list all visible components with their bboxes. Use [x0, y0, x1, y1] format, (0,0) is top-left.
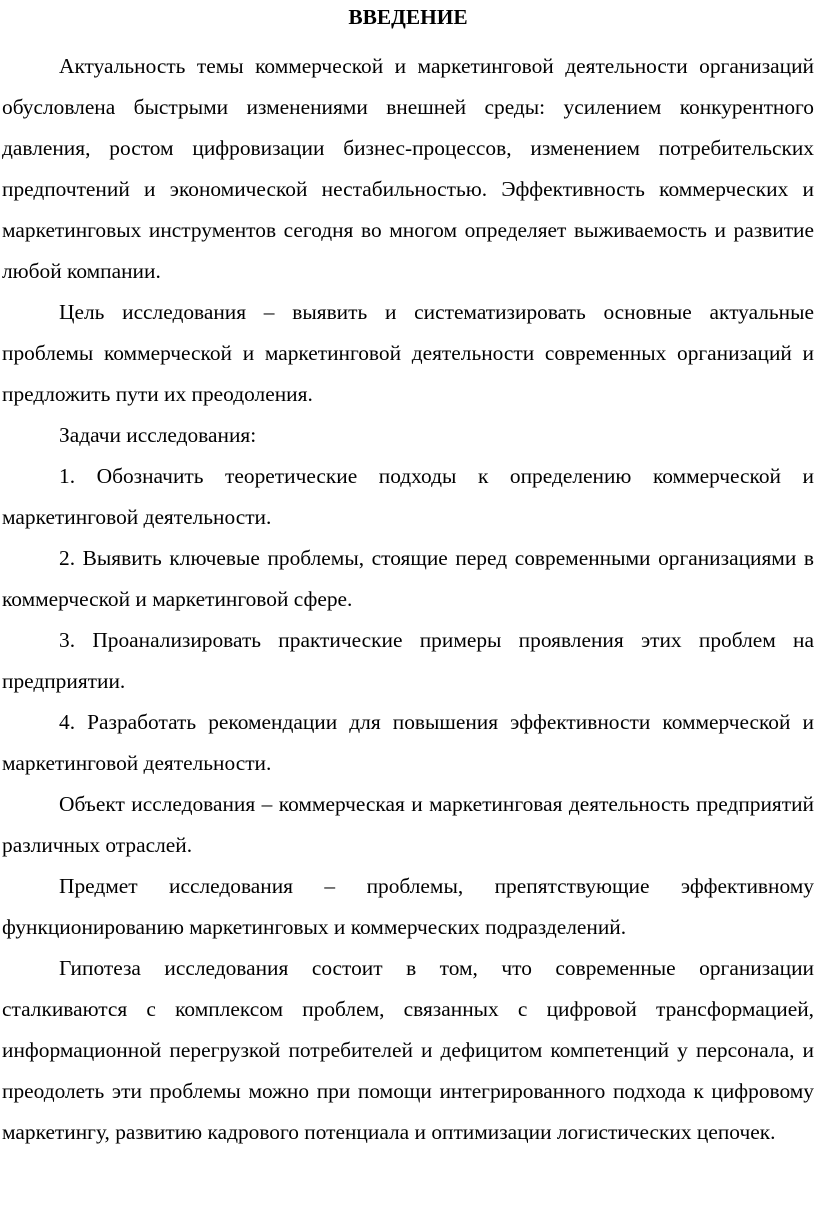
task-item-3: [2, 620, 814, 702]
task-text: Разработать рекомендации для повышения эффективности коммерческой и маркетинговой деятельности.: [2, 710, 814, 775]
paragraph-relevance: Актуальность темы коммерческой и маркетинговой деятельности организаций обусловлена быстрыми изменениями внешней среды: усилением конкурентного давления, ростом цифровизации бизнес-процессов, изменением потребительских предпочтений и экономической нестабильностью. Эффективность коммерческих и маркетинговых инструментов сегодня во многом определяет выживаемость и развитие любой компании.: [2, 54, 814, 283]
task-item-4: [2, 702, 814, 784]
document-title: ВВЕДЕНИЕ: [348, 5, 468, 29]
task-number: 3.: [59, 628, 76, 652]
paragraph-object: Объект исследования – коммерческая и маркетинговая деятельность предприятий различных отраслей.: [2, 792, 814, 857]
paragraph-goal: Цель исследования – выявить и систематизировать основные актуальные проблемы коммерческой и маркетинговой деятельности современных организаций и предложить пути их преодоления.: [2, 300, 814, 406]
task-item-1: [2, 456, 814, 538]
paragraph-tasks-heading: Задачи исследования:: [59, 423, 257, 447]
task-text: Обозначить теоретические подходы к определению коммерческой и маркетинговой деятельности.: [2, 464, 814, 529]
paragraph-subject: Предмет исследования – проблемы, препятствующие эффективному функционированию маркетинговых и коммерческих подразделений.: [2, 874, 814, 939]
task-number: 1.: [59, 464, 76, 488]
paragraph-hypothesis: Гипотеза исследования состоит в том, что современные организации сталкиваются с комплексом проблем, связанных с цифровой трансформацией, информационной перегрузкой потребителей и дефицитом компетенций у персонала, и преодолеть эти проблемы можно при помощи интегрированного подхода к цифровому маркетингу, развитию кадрового потенциала и оптимизации логистических цепочек.: [2, 956, 814, 1144]
task-text: Проанализировать практические примеры проявления этих проблем на предприятии.: [2, 628, 814, 693]
task-text: Выявить ключевые проблемы, стоящие перед современными организациями в коммерческой и маркетинговой сфере.: [2, 546, 814, 611]
task-number: 4.: [59, 710, 76, 734]
task-number: 2.: [59, 546, 76, 570]
task-item-2: [2, 538, 814, 620]
